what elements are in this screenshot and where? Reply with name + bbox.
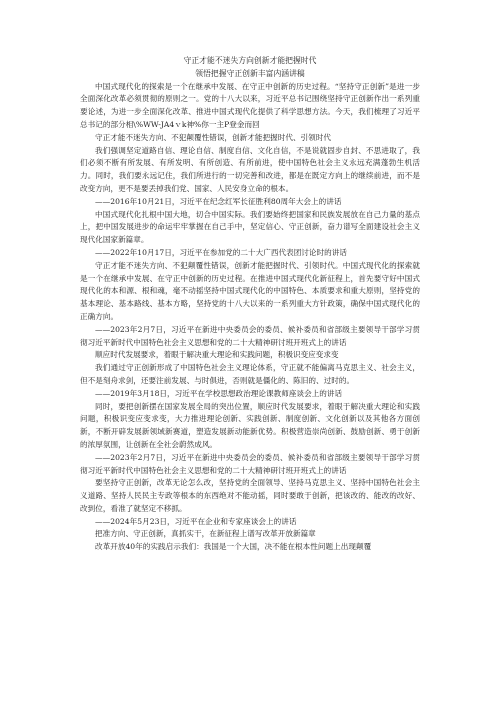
quote-paragraph: 改革开放40年的实践启示我们：我国是一个大国，决不能在根本性问题上出现颠覆 [95,542,372,552]
quote-source: ——2022年10月17日，习近平在参加党的二十大广西代表团讨论时的讲话 [95,247,347,257]
quote-paragraph: 中国式现代化扎根中国大地，切合中国实际。我们要始终把国家和民族发展放在自己力量的基点上，把中国发展进步的命运牢牢掌握在自己手中，坚定信心、守正创新，奋力谱写全面建设社会主义现代化国家新篇章。 [80,209,420,245]
document-subtitle: 领悟把握守正创新丰富内涵讲稿 [195,68,305,78]
quote-paragraph: 我们强调坚定道路自信、理论自信、制度自信、文化自信，不是说就固步自封、不思进取了，我们必须不断有所发展、有所发明、有所创造、有所前进，使中国特色社会主义永远充满蓬勃生机活力。同时，我们要永远记住，我们所进行的一切完善和改进，都是在既定方向上的继续前进，而不是改变方向，更不是要丢掉我们党、国家、人民安身立命的根本。 [80,145,420,193]
document-title: 守正才能不迷失方向创新才能把握时代 [183,56,317,65]
section-heading: 顺应时代发展要求，着眼于解决重大理论和实践问题，积极识变应变求变 [95,350,339,360]
intro-paragraph: 中国式现代化的探索是一个在继承中发展、在守正中创新的历史过程。“坚持守正创新”是进一步全面深化改革必须贯彻的原则之一。党的十八大以来，习近平总书记围绕坚持守正创新作出一系列重要论述，为进一步全面深化改革、推进中国式现代化提供了科学思想方法。今天，我们梳理了习近平总书记的部分相\%WW-JA4ｖk神%你一主P登金而回 [80,81,420,129]
section-heading: 守正才能不迷失方向、不犯颠覆性错误，创新才能把握时代、引领时代 [95,132,332,142]
quote-source: ——2023年2月7日，习近平在新进中央委员会的委员、候补委员和省部级主要领导干部学习贯彻习近平新时代中国特色社会主义思想和党的二十大精神研讨班开班式上的讲话 [80,452,420,475]
quote-source: ——2016年10月21日，习近平在纪念红军长征胜利80周年大会上的讲话 [95,196,342,206]
quote-paragraph: 同时，要把创新摆在国家发展全局的突出位置，顺应时代发展要求，着眼于解决重大理论和实践问题，积极识变应变求变，大力推进理论创新、实践创新、制度创新、文化创新以及其他各方面创新，不断开辟发展新领域新赛道，塑造发展新动能新优势。积极营造崇尚创新、鼓励创新、勇于创新的浓厚氛围，让创新在全社会蔚然成风。 [80,401,420,449]
quote-source: ——2023年2月7日，习近平在新进中央委员会的委员、候补委员和省部级主要领导干部学习贯彻习近平新时代中国特色社会主义思想和党的二十大精神研讨班开班式上的讲话 [80,324,420,347]
quote-source: ——2019年3月18日，习近平在学校思想政治理论课教师座谈会上的讲话 [95,388,343,398]
quote-paragraph: 我们通过守正创新形成了中国特色社会主义理论体系，守正就不能偏离马克思主义、社会主义，但不是刻舟求剑，还要注前发展、与时俱进，否则就是僵化的、陈旧的、过时的。 [80,363,420,385]
section-heading: 把准方向、守正创新，真抓实干，在新征程上谱写改革开放新篇章 [95,529,316,539]
quote-paragraph: 要坚持守正创新，改革无论怎么改，坚持党的全面领导、坚持马克思主义、坚持中国特色社会主义道路、坚持人民民主专政等根本的东西绝对不能动摇，同时要敢于创新，把该改的、能改的改好、改到位，看准了就坚定不移抓。 [80,478,420,513]
quote-paragraph: 守正才能不迷失方向、不犯颠覆性错误，创新才能把握时代、引领时代。中国式现代化的探索就是一个在继承中发展、在守正中创新的历史过程。在推进中国式现代化新征程上，首先要守好中国式现代化的本和源、根和魂，毫不动摇坚持中国式现代化的中国特色、本质要求和重大原则，坚持党的基本理论、基本路线、基本方略，坚持党的十八大以来的一系列重大方针政策，确保中国式现代化的正确方向。 [80,260,420,321]
quote-source: ——2024年5月23日，习近平在企业和专家座谈会上的讲话 [95,516,297,526]
